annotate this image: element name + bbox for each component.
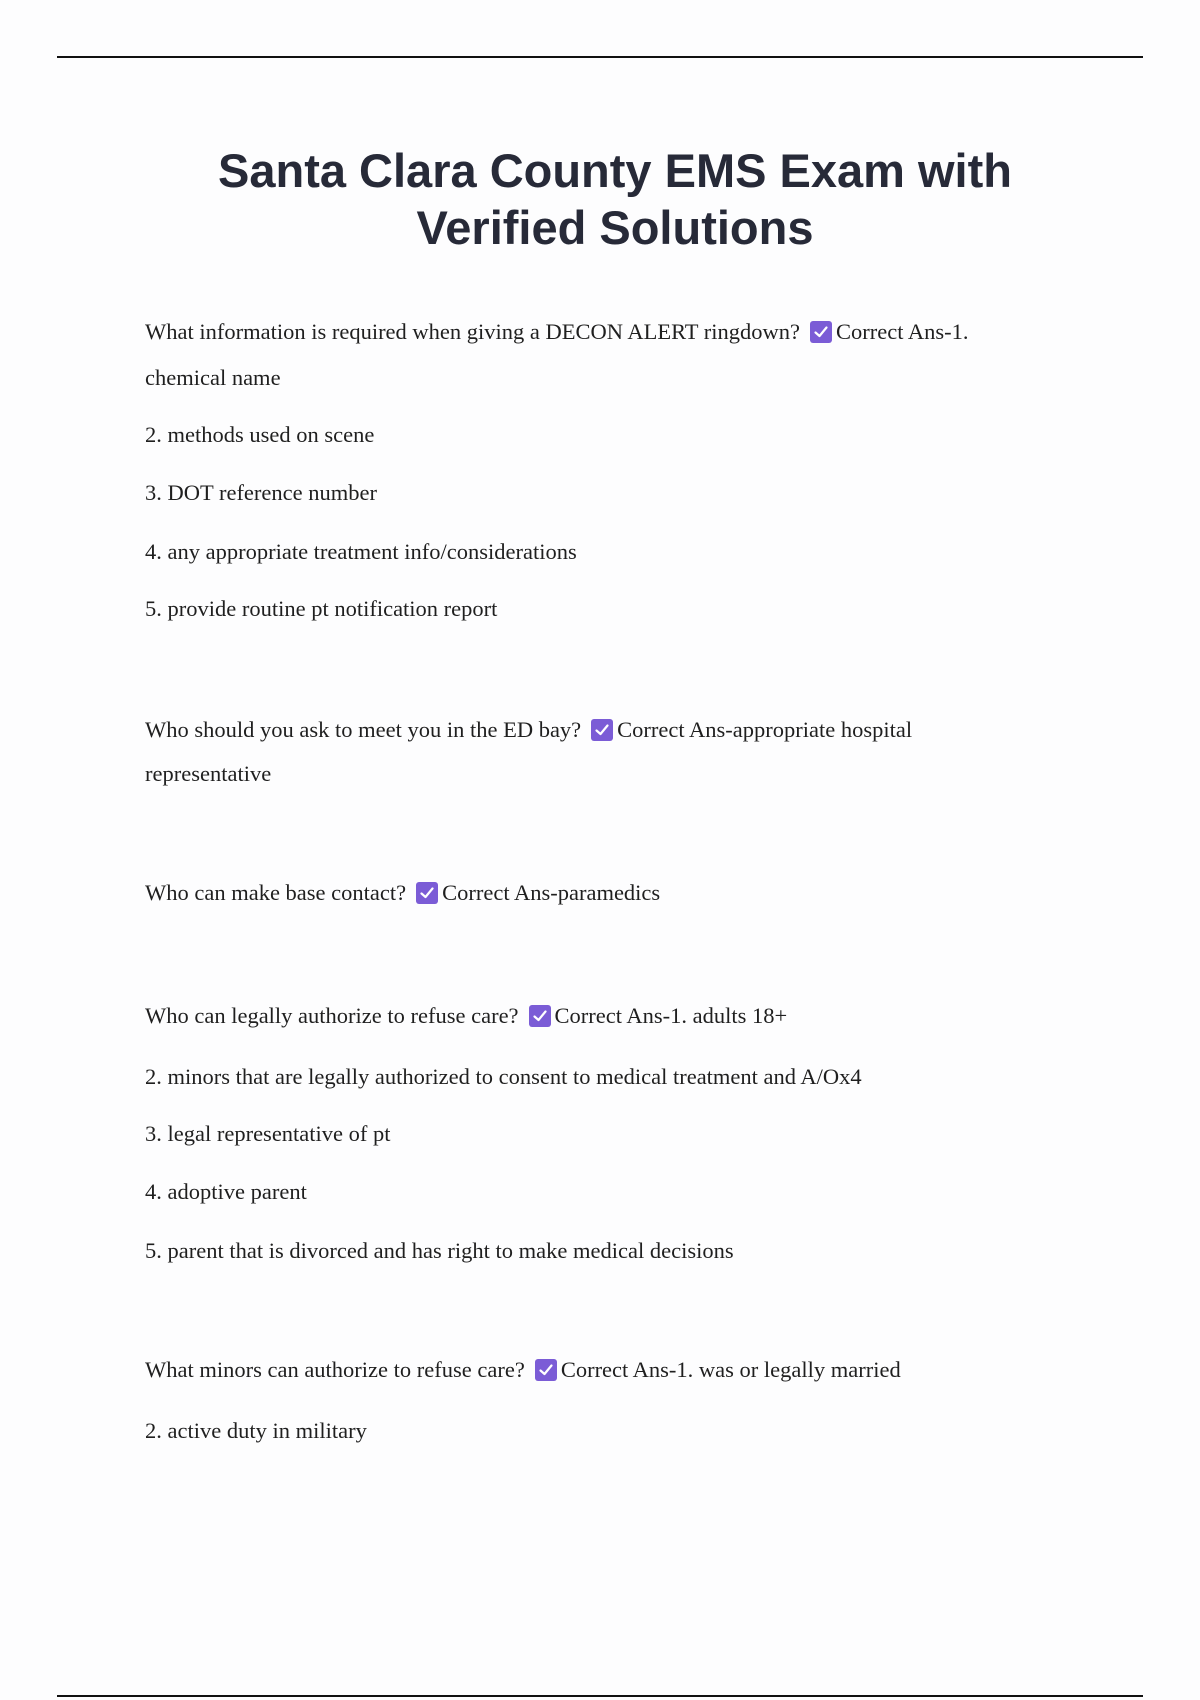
- answer-text: Correct Ans-1. was or legally married: [560, 1357, 901, 1382]
- check-box-icon: [529, 1005, 551, 1027]
- check-box-icon: [416, 882, 438, 904]
- list-item: 2. methods used on scene: [145, 422, 375, 447]
- check-box-icon: [591, 719, 613, 741]
- answer-text: Correct Ans-appropriate hospital: [617, 717, 913, 742]
- question-text: What information is required when giving a DECON ALERT ringdown?: [145, 319, 800, 344]
- list-item: 2. active duty in military: [145, 1418, 367, 1443]
- question-text: What minors can authorize to refuse care?: [145, 1357, 525, 1382]
- answer-text: Correct Ans-1.: [835, 319, 969, 344]
- list-item: 4. adoptive parent: [145, 1179, 307, 1204]
- question-1: [145, 317, 968, 347]
- answer-text: Correct Ans-1. adults 18+: [554, 1003, 788, 1028]
- title-line-1: Santa Clara County EMS Exam with: [218, 144, 1012, 197]
- list-item: 3. DOT reference number: [145, 480, 377, 505]
- top-rule: [57, 56, 1143, 58]
- list-item: 5. parent that is divorced and has right to make medical decisions: [145, 1238, 734, 1263]
- question-4: [145, 1001, 787, 1031]
- question-2: [145, 715, 912, 745]
- question-text: Who can legally authorize to refuse care?: [145, 1003, 519, 1028]
- question-3: [145, 878, 660, 908]
- list-item: 5. provide routine pt notification report: [145, 596, 498, 621]
- bottom-rule: [57, 1695, 1143, 1697]
- list-item: 3. legal representative of pt: [145, 1121, 391, 1146]
- list-item: 4. any appropriate treatment info/considerations: [145, 539, 577, 564]
- question-text: Who should you ask to meet you in the ED bay?: [145, 717, 582, 742]
- check-box-icon: [810, 321, 832, 343]
- answer-text: Correct Ans-paramedics: [442, 880, 661, 905]
- page-title: [100, 142, 1130, 256]
- question-5: [145, 1355, 901, 1385]
- check-box-icon: [535, 1359, 557, 1381]
- list-item: 2. minors that are legally authorized to consent to medical treatment and A/Ox4: [145, 1064, 862, 1089]
- question-text: Who can make base contact?: [145, 880, 407, 905]
- answer-continuation: chemical name: [145, 365, 281, 390]
- answer-continuation: representative: [145, 761, 272, 786]
- title-line-2: Verified Solutions: [416, 201, 814, 254]
